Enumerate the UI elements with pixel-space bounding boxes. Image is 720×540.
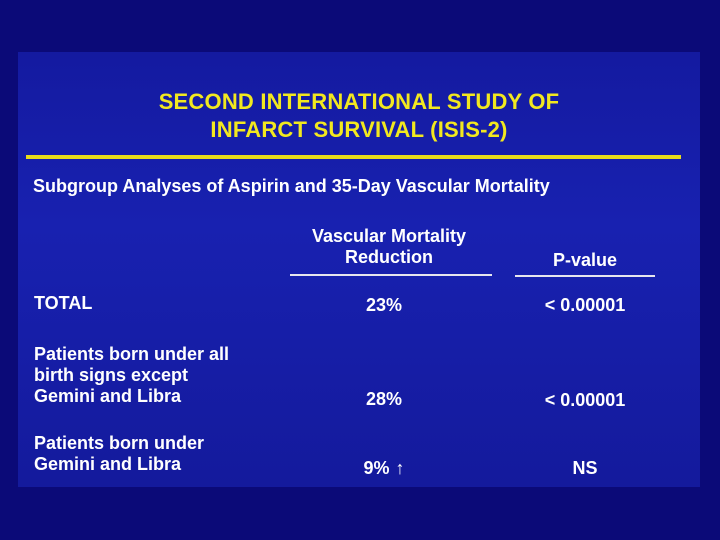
title-divider [26,155,681,159]
column-header-underline [290,274,492,276]
row-p-value: < 0.00001 [544,390,626,410]
column-header-underline [515,275,655,277]
row-label-line: Patients born under [34,433,205,453]
column-header-line-1: Vascular Mortality [311,226,467,246]
row-reduction-value: 23% [365,295,403,315]
up-arrow-icon: ↑ [395,458,405,478]
title-line-2: INFARCT SURVIVAL (ISIS-2) [210,117,508,142]
row-p-value: < 0.00001 [544,295,626,315]
title-line-1: SECOND INTERNATIONAL STUDY OF [158,89,560,114]
slide-subtitle: Subgroup Analyses of Aspirin and 35-Day Vascular Mortality [33,176,550,196]
column-header-p-value: P-value [552,250,618,270]
row-label-total [34,293,92,314]
column-header-mortality-reduction [284,226,494,268]
slide [18,52,700,487]
row-p-value: NS [572,458,598,478]
row-label-line: Gemini and Libra [34,454,182,474]
row-label-line: birth signs except [34,365,189,385]
row-label-line: Gemini and Libra [34,386,182,406]
row-reduction-value: 28% [365,389,403,409]
row-label-gemini-libra [34,433,204,475]
reduction-value-text: 9% [363,458,390,478]
slide-title [18,88,700,144]
row-label-all-signs [34,344,229,407]
column-header-line-2: Reduction [345,247,433,267]
row-label-line: TOTAL [34,293,93,313]
row-reduction-value [334,458,434,479]
row-label-line: Patients born under all [34,344,230,364]
